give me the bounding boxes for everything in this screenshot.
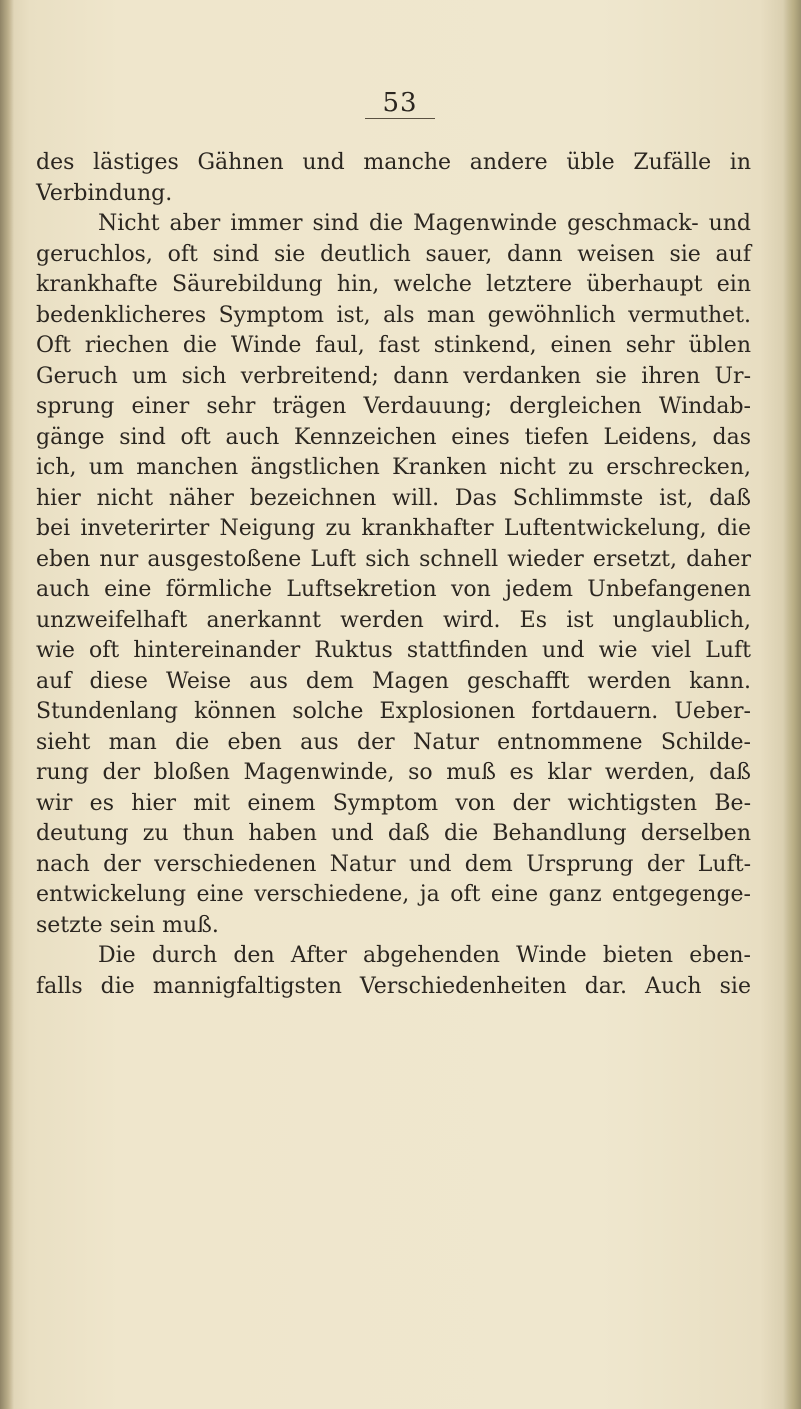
text-line: auf diese Weise aus dem Magen geschafft werden kann.: [36, 668, 751, 694]
text-line: eben nur ausgestoßene Luft sich schnell wieder ersetzt, daher: [36, 546, 751, 572]
text-line: gänge sind oft auch Kennzeichen eines tiefen Leidens, das: [36, 424, 751, 450]
page-edge: [783, 0, 801, 1409]
text-line: Verbindung.: [36, 180, 173, 206]
text-line: auch eine förmliche Luftsekretion von jedem Unbefangenen: [36, 577, 751, 602]
body-text: [36, 148, 751, 1002]
text-line: bei inveterirter Neigung zu krankhafter Luftentwickelung, die: [36, 516, 751, 541]
text-line: wir es hier mit einem Symptom von der wichtigsten Be-: [36, 790, 751, 816]
text-line: krankhafte Säurebildung hin, welche letztere überhaupt ein: [36, 272, 751, 297]
text-line: rung der bloßen Magenwinde, so muß es klar werden, daß: [36, 760, 751, 785]
text-line: falls die mannigfaltigsten Verschiedenheiten dar. Auch sie: [36, 973, 751, 999]
text-line: Stundenlang können solche Explosionen fortdauern. Ueber-: [36, 699, 751, 724]
text-line: bedenklicheres Symptom ist, als man gewöhnlich vermuthet.: [36, 302, 751, 328]
text-line: sprung einer sehr trägen Verdauung; dergleichen Windab-: [36, 394, 751, 419]
text-line: nach der verschiedenen Natur und dem Ursprung der Luft-: [36, 851, 751, 877]
text-line: unzweifelhaft anerkannt werden wird. Es ist unglaublich,: [36, 607, 751, 633]
text-line: Oft riechen die Winde faul, fast stinkend, einen sehr üblen: [36, 333, 751, 358]
text-line: deutung zu thun haben und daß die Behandlung derselben: [36, 821, 751, 846]
text-line: sieht man die eben aus der Natur entnommene Schilde-: [36, 729, 751, 755]
binding-gutter: [0, 0, 14, 1409]
text-line: wie oft hintereinander Ruktus stattfinden und wie viel Luft: [36, 638, 751, 663]
page-number: 53: [382, 88, 418, 118]
text-line: Die durch den After abgehenden Winde bieten eben-: [98, 943, 751, 968]
text-line: ich, um manchen ängstlichen Kranken nicht zu erschrecken,: [36, 455, 751, 480]
text-line: geruchlos, oft sind sie deutlich sauer, dann weisen sie auf: [36, 241, 751, 267]
text-line: entwickelung eine verschiedene, ja oft eine ganz entgegenge-: [36, 882, 751, 907]
text-line: Nicht aber immer sind die Magenwinde geschmack- und: [98, 211, 751, 236]
text-line: setzte sein muß.: [36, 912, 219, 938]
page-number-rule: [365, 118, 435, 119]
text-line: Geruch um sich verbreitend; dann verdanken sie ihren Ur-: [36, 363, 751, 389]
text-line: hier nicht näher bezeichnen will. Das Schlimmste ist, daß: [36, 485, 751, 511]
text-line: des lästiges Gähnen und manche andere üble Zufälle in: [36, 150, 751, 175]
